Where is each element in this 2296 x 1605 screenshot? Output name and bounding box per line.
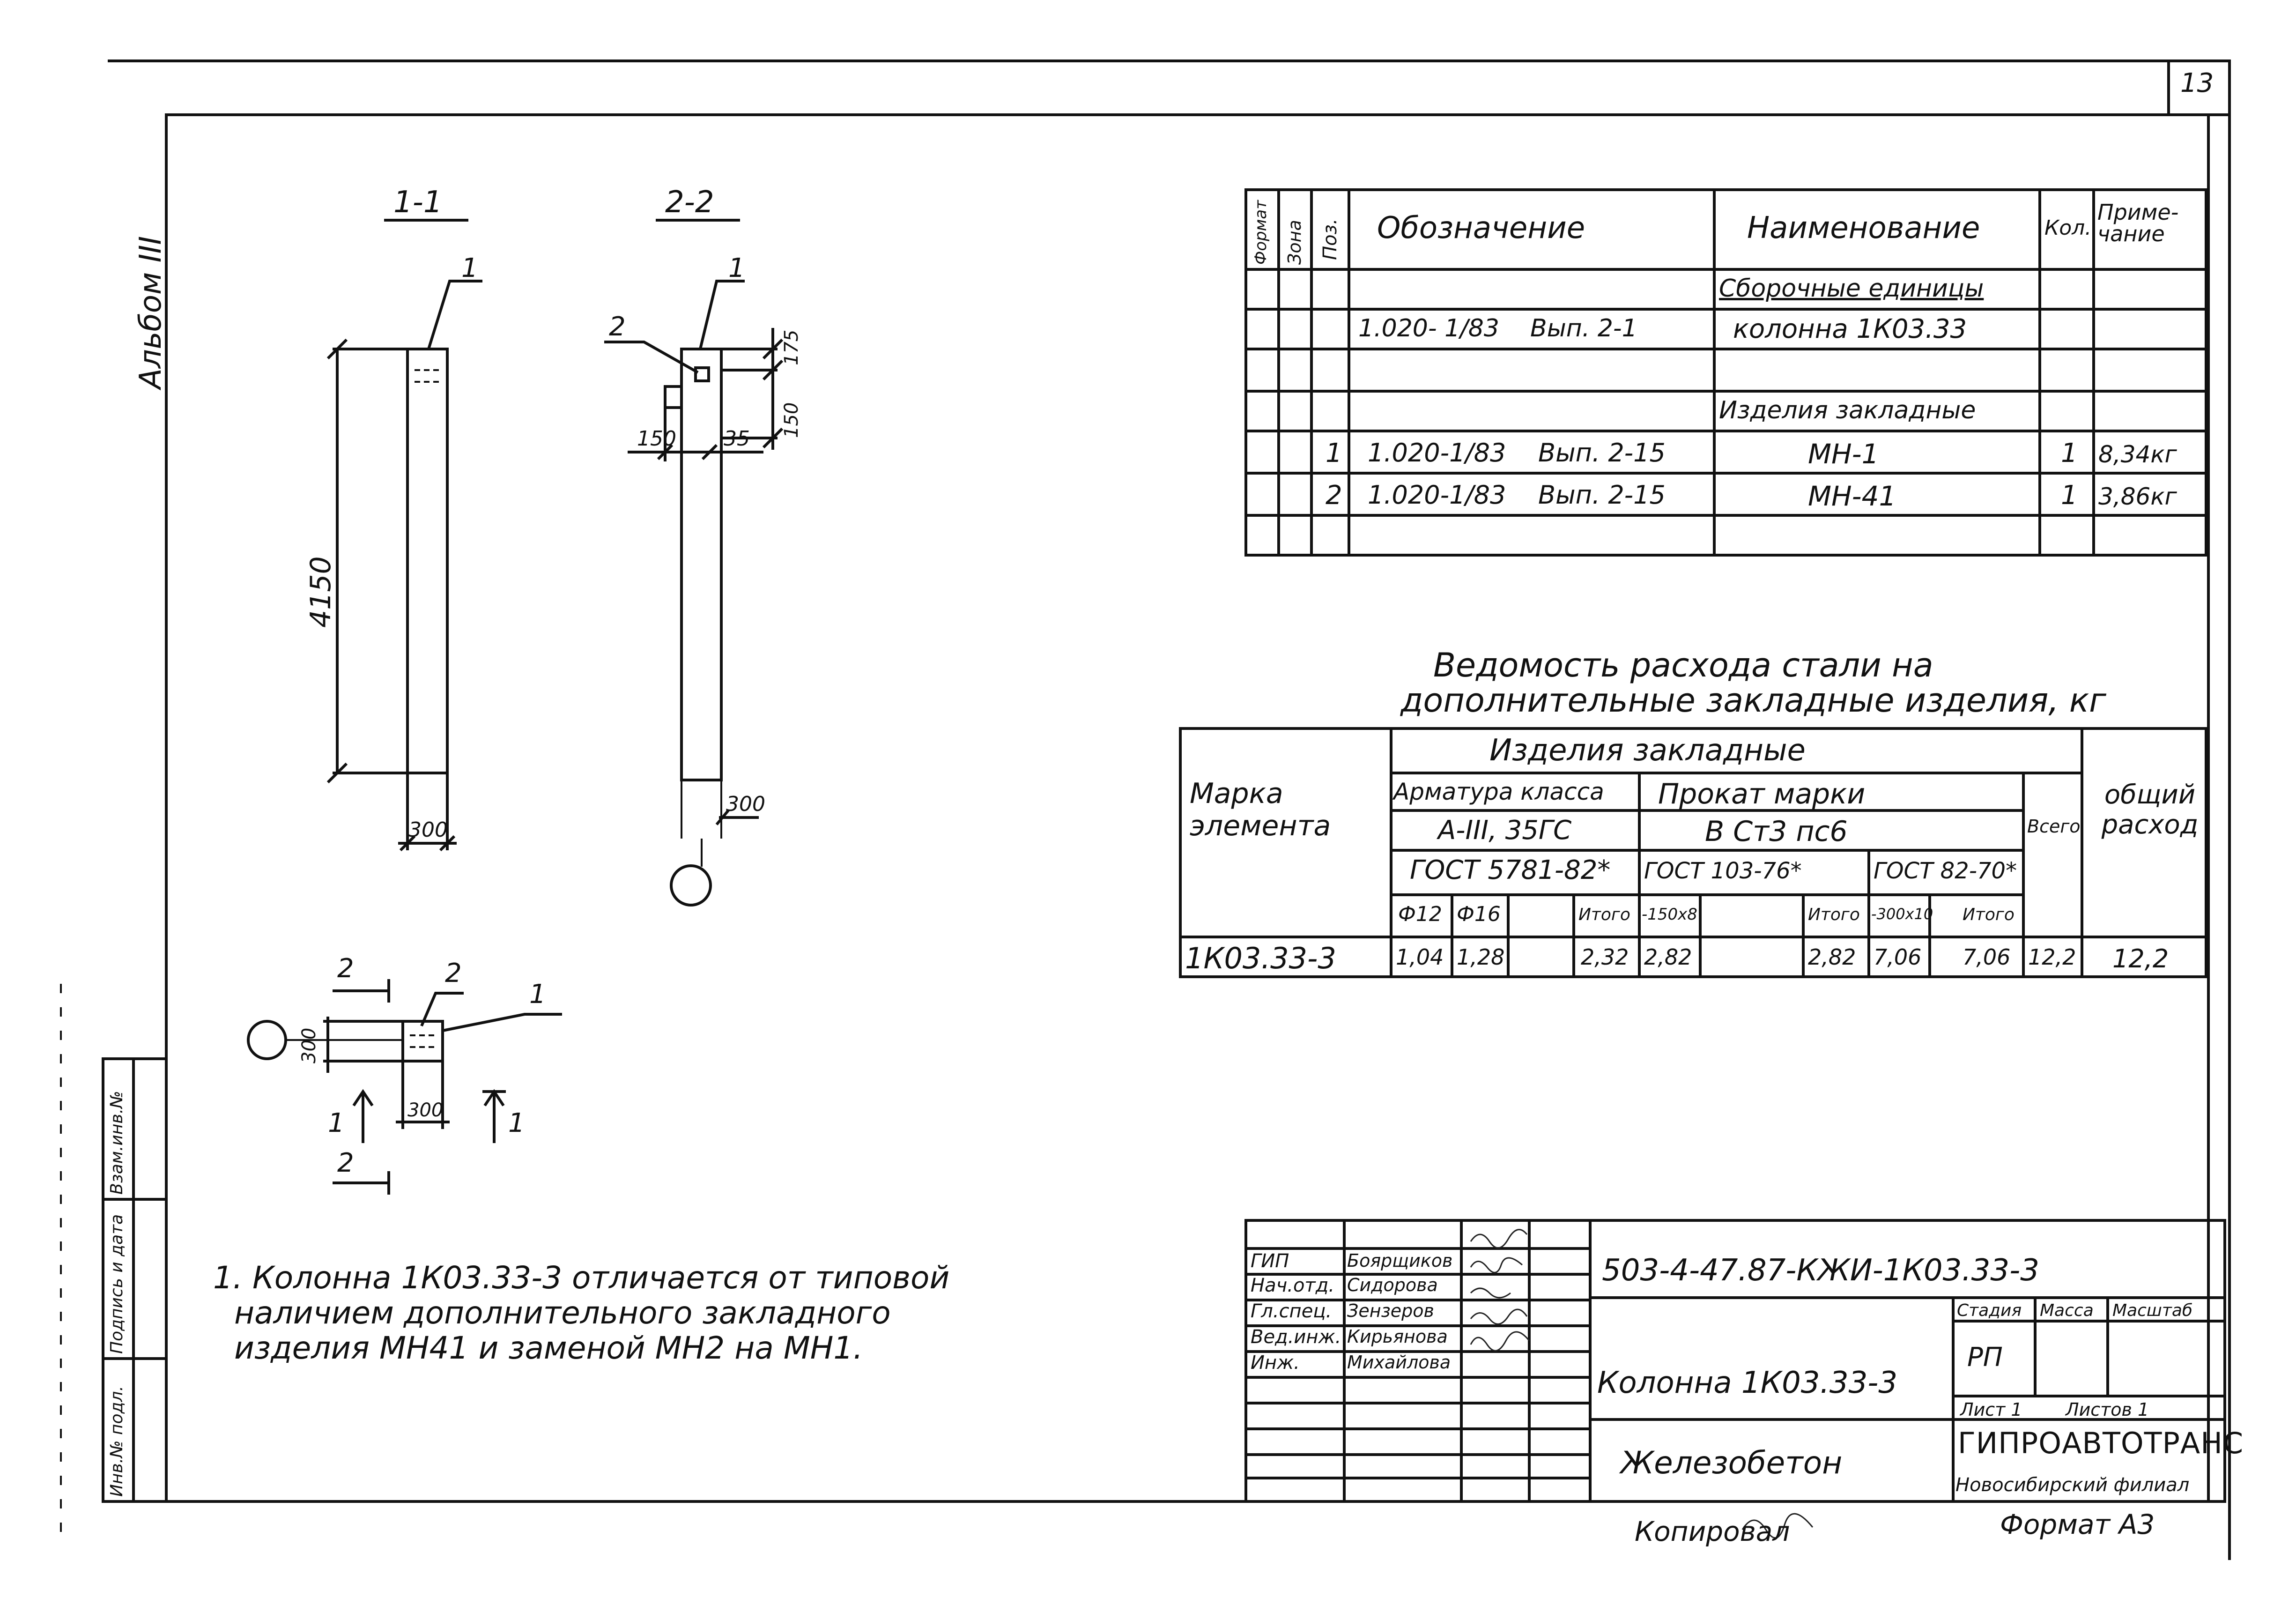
- steel-header-rebar-class: А-III, 35ГС: [1438, 815, 1572, 846]
- steel-header-rolled-grade: В Ст3 пс6: [1705, 815, 1848, 848]
- column-plan: [403, 1021, 443, 1061]
- steel-sub-300x10: -300х10: [1871, 905, 1933, 923]
- side-stamp-inv: Инв.№ подл.: [107, 1386, 126, 1497]
- title-name-2: Зензеров: [1347, 1300, 1434, 1321]
- title-doc-code: 503-4-47.87-КЖИ-1К03.33-3: [1602, 1253, 2039, 1288]
- steel-row-v7: 2,82: [1808, 944, 1856, 970]
- steel-row-mark: 1К03.33-3: [1185, 941, 1336, 975]
- steel-row-v2: 1,28: [1457, 944, 1505, 970]
- title-name-1: Сидорова: [1347, 1275, 1438, 1295]
- steel-header-items: Изделия закладные: [1489, 733, 1806, 768]
- plan-mark-2-top: 2: [337, 953, 354, 984]
- spec-header-zone: Зона: [1284, 220, 1305, 265]
- column-section-1: [407, 349, 447, 773]
- title-stage-value: РП: [1967, 1342, 2003, 1373]
- title-material: Железобетон: [1621, 1445, 1843, 1481]
- plan-arrow-1-left: 1: [328, 1108, 345, 1138]
- spec-row-6-pos: 2: [1326, 480, 1342, 511]
- page-number: 13: [2180, 68, 2214, 98]
- spec-row-4-name: Изделия закладные: [1719, 396, 1976, 424]
- steel-sub-150x8: -150х8: [1642, 905, 1697, 924]
- steel-row-v8: 7,06: [1874, 944, 1922, 970]
- steel-row-v10: 7,06: [1963, 944, 2011, 970]
- title-name-0: Боярщиков: [1347, 1250, 1453, 1271]
- spec-row-5-name: МН-1: [1808, 438, 1879, 470]
- steel-row-overall: 12,2: [2112, 944, 2169, 973]
- section-2-callout-1: 1: [728, 253, 745, 283]
- steel-header-gost1: ГОСТ 103-76*: [1644, 858, 1802, 884]
- title-scale-label: Масштаб: [2112, 1301, 2193, 1320]
- column-section-2: [681, 349, 721, 780]
- spec-row-6-designation: 1.020-1/83 Вып. 2-15: [1368, 480, 1666, 510]
- steel-row-v1: 1,04: [1396, 944, 1444, 970]
- side-stamp-replace: Взам.инв.№: [107, 1091, 126, 1195]
- plan-mark-2-bottom: 2: [337, 1148, 354, 1178]
- spec-row-6-note: 3,86кг: [2098, 483, 2177, 510]
- plan-callout-1: 1: [529, 979, 546, 1010]
- section-2-dim-150-h: 150: [637, 427, 676, 451]
- section-1-height-dim: 4150: [304, 556, 337, 628]
- spec-row-6-name: МН-41: [1808, 480, 1896, 512]
- steel-header-rebar-gost: ГОСТ 5781-82*: [1410, 855, 1611, 885]
- steel-header-rolled: Прокат марки: [1658, 778, 1866, 810]
- steel-table-title-2: дополнительные закладные изделия, кг: [1400, 681, 2106, 720]
- section-2-width-dim: 300: [726, 792, 765, 816]
- spec-header-pos: Поз.: [1319, 218, 1341, 260]
- title-stage-label: Стадия: [1957, 1301, 2022, 1320]
- spec-header-name: Наименование: [1747, 211, 1980, 245]
- steel-sub-f12: Ф12: [1398, 902, 1442, 926]
- title-mass-label: Масса: [2040, 1301, 2094, 1320]
- section-2-callout-2: 2: [609, 312, 626, 342]
- steel-header-overall: общий расход: [2101, 780, 2199, 840]
- section-2-dim-35: 35: [724, 427, 750, 451]
- section-2-dim-150-v: 150: [781, 402, 802, 438]
- footer-format: Формат А3: [2000, 1508, 2155, 1540]
- axis-marker-circle-plan: [248, 1021, 286, 1059]
- title-org-branch: Новосибирский филиал: [1955, 1474, 2190, 1496]
- steel-sub-f16: Ф16: [1457, 902, 1501, 926]
- side-stamp-sign: Подпись и дата: [107, 1214, 126, 1354]
- steel-row-v4: 2,32: [1581, 944, 1629, 970]
- axis-marker-circle-2: [671, 866, 711, 905]
- section-1-width-dim: 300: [408, 818, 448, 842]
- spec-row-2-name: колонна 1К03.33: [1733, 314, 1967, 344]
- spec-header-designation: Обозначение: [1377, 211, 1585, 245]
- plan-arrow-1-right: 1: [508, 1108, 525, 1138]
- spec-row-5-qty: 1: [2061, 438, 2078, 468]
- album-label: Альбом III: [133, 236, 168, 389]
- footer-copied: Копировал: [1635, 1516, 1790, 1547]
- plan-dim-300-v: 300: [298, 1027, 320, 1063]
- title-name-4: Михайлова: [1347, 1352, 1451, 1373]
- spec-row-5-designation: 1.020-1/83 Вып. 2-15: [1368, 438, 1666, 468]
- steel-row-v5: 2,82: [1644, 944, 1692, 970]
- section-2-dim-175: 175: [781, 329, 802, 365]
- title-role-3: Вед.инж.: [1251, 1326, 1341, 1348]
- title-sheets: Листов 1: [2066, 1399, 2149, 1420]
- title-role-0: ГИП: [1251, 1250, 1289, 1272]
- title-org-name: ГИПРОАВТОТРАНС: [1958, 1426, 2244, 1460]
- steel-header-gost2: ГОСТ 82-70*: [1874, 858, 2017, 884]
- title-object-name: Колонна 1К03.33-3: [1597, 1366, 1898, 1400]
- spec-row-1-name: Сборочные единицы: [1719, 275, 1984, 303]
- steel-header-rebar: Арматура класса: [1393, 778, 1604, 805]
- title-name-3: Кирьянова: [1347, 1326, 1448, 1347]
- note-line-3: изделия МН41 и заменой МН2 на МН1.: [234, 1330, 863, 1366]
- title-role-4: Инж.: [1251, 1352, 1300, 1374]
- spec-row-5-note: 8,34кг: [2098, 441, 2177, 468]
- steel-sub-total-3: Итого: [1963, 905, 2015, 924]
- note-line-1: 1. Колонна 1К03.33-3 отличается от типовой: [213, 1260, 950, 1296]
- steel-header-total: Всего: [2027, 816, 2081, 837]
- steel-table-title-1: Ведомость расхода стали на: [1433, 646, 1933, 684]
- section-1-callout: 1: [461, 253, 478, 283]
- steel-header-mark: Марка элемента: [1190, 777, 1331, 842]
- spec-row-5-pos: 1: [1326, 438, 1342, 468]
- section-1-title: 1-1: [393, 185, 443, 220]
- plan-dim-300-h: 300: [407, 1100, 444, 1121]
- spec-header-format: Формат: [1252, 200, 1270, 265]
- spec-row-6-qty: 1: [2061, 480, 2078, 511]
- spec-header-qty: Кол.: [2044, 216, 2092, 240]
- plan-callout-2: 2: [445, 958, 462, 988]
- spec-row-2-designation: 1.020- 1/83 Вып. 2-1: [1358, 314, 1637, 342]
- steel-sub-total-2: Итого: [1808, 905, 1860, 924]
- spec-header-note: Приме-чание: [2097, 200, 2179, 246]
- title-sheet: Лист 1: [1960, 1399, 2022, 1420]
- steel-row-total: 12,2: [2028, 944, 2076, 970]
- note-line-2: наличием дополнительного закладного: [234, 1295, 891, 1331]
- title-role-2: Гл.спец.: [1251, 1300, 1332, 1322]
- title-role-1: Нач.отд.: [1251, 1275, 1335, 1296]
- section-2-title: 2-2: [665, 185, 714, 220]
- steel-sub-total-1: Итого: [1578, 905, 1630, 924]
